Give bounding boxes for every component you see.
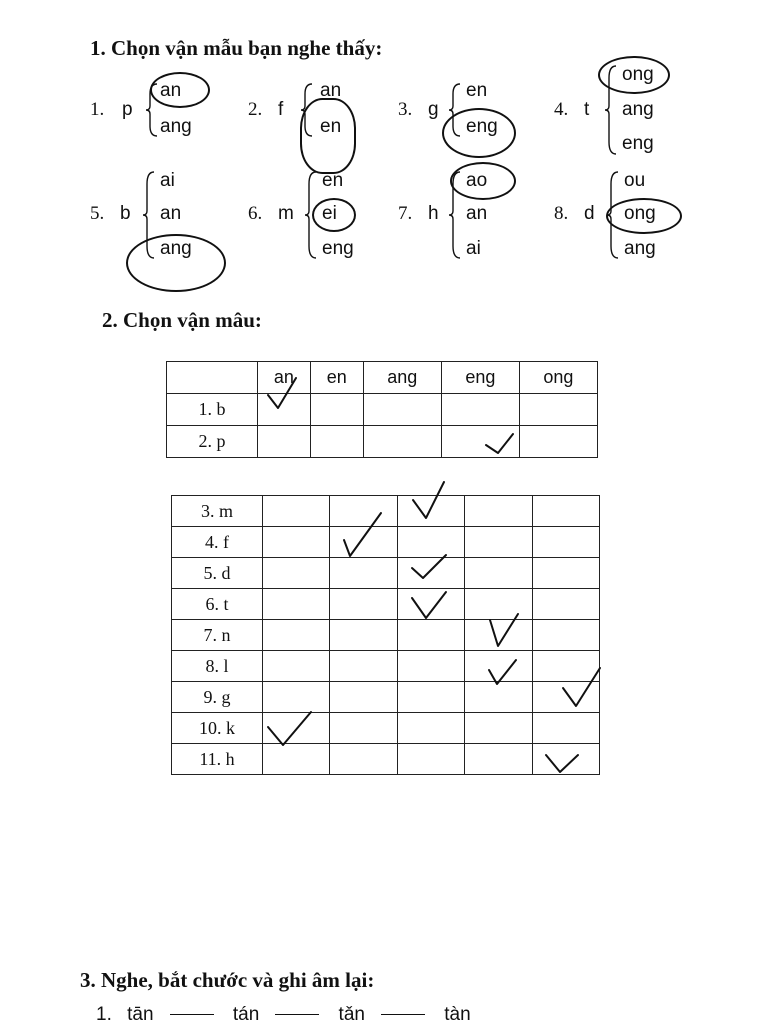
row-label: 3. m — [172, 496, 263, 527]
vowel-option: ai — [466, 238, 481, 259]
item-consonant: t — [584, 99, 590, 120]
cell[interactable] — [397, 620, 464, 651]
dash-separator — [381, 1014, 425, 1015]
row-label: 5. d — [172, 558, 263, 589]
cell[interactable] — [263, 589, 330, 620]
vowel-option: en — [322, 170, 344, 191]
cell[interactable] — [532, 496, 599, 527]
cell[interactable] — [310, 426, 363, 458]
cell[interactable] — [465, 527, 532, 558]
cell[interactable] — [397, 651, 464, 682]
cell[interactable] — [397, 558, 464, 589]
answer-circle — [312, 198, 356, 232]
row-label: 6. t — [172, 589, 263, 620]
cell[interactable] — [519, 426, 597, 458]
cell[interactable] — [397, 713, 464, 744]
cell[interactable] — [465, 713, 532, 744]
vowel-option: ou — [624, 170, 646, 191]
row-number: 1. — [96, 1004, 112, 1025]
cell[interactable] — [263, 713, 330, 744]
exercise-item — [90, 168, 250, 278]
cell[interactable] — [330, 496, 397, 527]
pinyin-word: tān — [127, 1004, 154, 1025]
cell[interactable] — [465, 496, 532, 527]
item-consonant: h — [428, 203, 439, 224]
column-header: ang — [363, 362, 441, 394]
vowel-table-2 — [171, 495, 600, 775]
row-label: 2. p — [167, 426, 258, 458]
cell[interactable] — [330, 744, 397, 775]
cell[interactable] — [465, 589, 532, 620]
cell[interactable] — [532, 744, 599, 775]
vowel-option: ong — [622, 64, 654, 85]
cell[interactable] — [465, 558, 532, 589]
cell[interactable] — [258, 426, 311, 458]
vowel-option: an — [320, 80, 342, 101]
item-number: 1. — [90, 99, 105, 120]
row-label: 11. h — [172, 744, 263, 775]
pinyin-word: tán — [232, 1004, 260, 1025]
column-header: an — [258, 362, 311, 394]
listening-row — [96, 1004, 481, 1026]
exercise-item — [554, 168, 714, 278]
cell[interactable] — [330, 682, 397, 713]
pinyin-word: tàn — [444, 1004, 471, 1025]
table-row — [172, 558, 600, 589]
cell[interactable] — [330, 713, 397, 744]
item-consonant: b — [120, 203, 131, 224]
table-row — [167, 394, 598, 426]
exercise-item — [398, 168, 558, 278]
section1-title: 1. Chọn vận mẫu bạn nghe thấy: — [90, 36, 383, 60]
cell[interactable] — [397, 682, 464, 713]
cell[interactable] — [465, 682, 532, 713]
vowel-option: ang — [622, 99, 654, 120]
cell[interactable] — [258, 394, 311, 426]
cell[interactable] — [465, 744, 532, 775]
cell[interactable] — [441, 426, 519, 458]
table-row — [172, 527, 600, 558]
row-label: 8. l — [172, 651, 263, 682]
cell[interactable] — [441, 394, 519, 426]
vowel-option: eng — [622, 133, 654, 154]
cell[interactable] — [519, 394, 597, 426]
cell[interactable] — [465, 651, 532, 682]
cell[interactable] — [330, 558, 397, 589]
answer-circle — [150, 72, 210, 108]
item-consonant: f — [278, 99, 284, 120]
table-row — [172, 589, 600, 620]
table-row — [167, 426, 598, 458]
answer-circle — [598, 56, 670, 94]
vowel-option: ang — [624, 238, 656, 259]
cell[interactable] — [263, 496, 330, 527]
header-cell-empty — [167, 362, 258, 394]
vowel-table-1 — [166, 361, 598, 458]
cell[interactable] — [397, 744, 464, 775]
item-number: 2. — [248, 99, 263, 120]
row-label: 7. n — [172, 620, 263, 651]
item-consonant: m — [278, 203, 294, 224]
answer-circle — [606, 198, 682, 234]
cell[interactable] — [263, 527, 330, 558]
cell[interactable] — [532, 527, 599, 558]
cell[interactable] — [310, 394, 363, 426]
row-label: 1. b — [167, 394, 258, 426]
table-row — [172, 744, 600, 775]
cell[interactable] — [330, 589, 397, 620]
cell[interactable] — [532, 651, 599, 682]
row-label: 4. f — [172, 527, 263, 558]
vowel-option: ang — [160, 116, 192, 137]
cell[interactable] — [363, 394, 441, 426]
cell[interactable] — [263, 682, 330, 713]
dash-separator — [170, 1014, 214, 1015]
cell[interactable] — [363, 426, 441, 458]
cell[interactable] — [532, 682, 599, 713]
answer-circle — [442, 108, 516, 158]
cell[interactable] — [465, 620, 532, 651]
cell[interactable] — [397, 527, 464, 558]
vowel-option: ang — [160, 238, 192, 259]
vowel-option: ong — [624, 203, 656, 224]
column-header: ong — [519, 362, 597, 394]
table-row — [172, 496, 600, 527]
vowel-option: eng — [466, 116, 498, 137]
cell[interactable] — [263, 620, 330, 651]
exercise-item — [248, 168, 408, 278]
cell[interactable] — [263, 651, 330, 682]
item-number: 6. — [248, 203, 263, 224]
vowel-option: ai — [160, 170, 175, 191]
vowel-option: en — [320, 116, 342, 137]
cell[interactable] — [397, 589, 464, 620]
column-header: en — [310, 362, 363, 394]
vowel-option: an — [466, 203, 488, 224]
vowel-option: en — [466, 80, 488, 101]
cell[interactable] — [263, 558, 330, 589]
item-number: 5. — [90, 203, 105, 224]
dash-separator — [275, 1014, 319, 1015]
vowel-option: ei — [322, 203, 337, 224]
item-consonant: d — [584, 203, 595, 224]
cell[interactable] — [397, 496, 464, 527]
table-row — [172, 651, 600, 682]
column-header: eng — [441, 362, 519, 394]
cell[interactable] — [330, 651, 397, 682]
cell[interactable] — [330, 527, 397, 558]
vowel-option: an — [160, 80, 182, 101]
item-number: 7. — [398, 203, 413, 224]
exercise-item — [554, 60, 714, 170]
pinyin-word: tǎn — [338, 1004, 365, 1025]
answer-circle — [126, 234, 226, 292]
cell[interactable] — [263, 744, 330, 775]
item-number: 3. — [398, 99, 413, 120]
section3-title: 3. Nghe, bắt chước và ghi âm lại: — [80, 968, 375, 992]
table-row — [172, 620, 600, 651]
item-consonant: g — [428, 99, 439, 120]
vowel-option: eng — [322, 238, 354, 259]
row-label: 9. g — [172, 682, 263, 713]
answer-circle — [300, 98, 356, 174]
answer-circle — [450, 162, 516, 200]
item-number: 8. — [554, 203, 569, 224]
item-consonant: p — [122, 99, 133, 120]
table-row — [172, 682, 600, 713]
table-header-row — [167, 362, 598, 394]
cell[interactable] — [330, 620, 397, 651]
cell[interactable] — [532, 558, 599, 589]
vowel-option: ao — [466, 170, 488, 191]
cell[interactable] — [532, 589, 599, 620]
item-number: 4. — [554, 99, 569, 120]
section2-title: 2. Chọn vận mâu: — [102, 308, 262, 332]
vowel-option: an — [160, 203, 182, 224]
cell[interactable] — [532, 620, 599, 651]
cell[interactable] — [532, 713, 599, 744]
row-label: 10. k — [172, 713, 263, 744]
table-row — [172, 713, 600, 744]
